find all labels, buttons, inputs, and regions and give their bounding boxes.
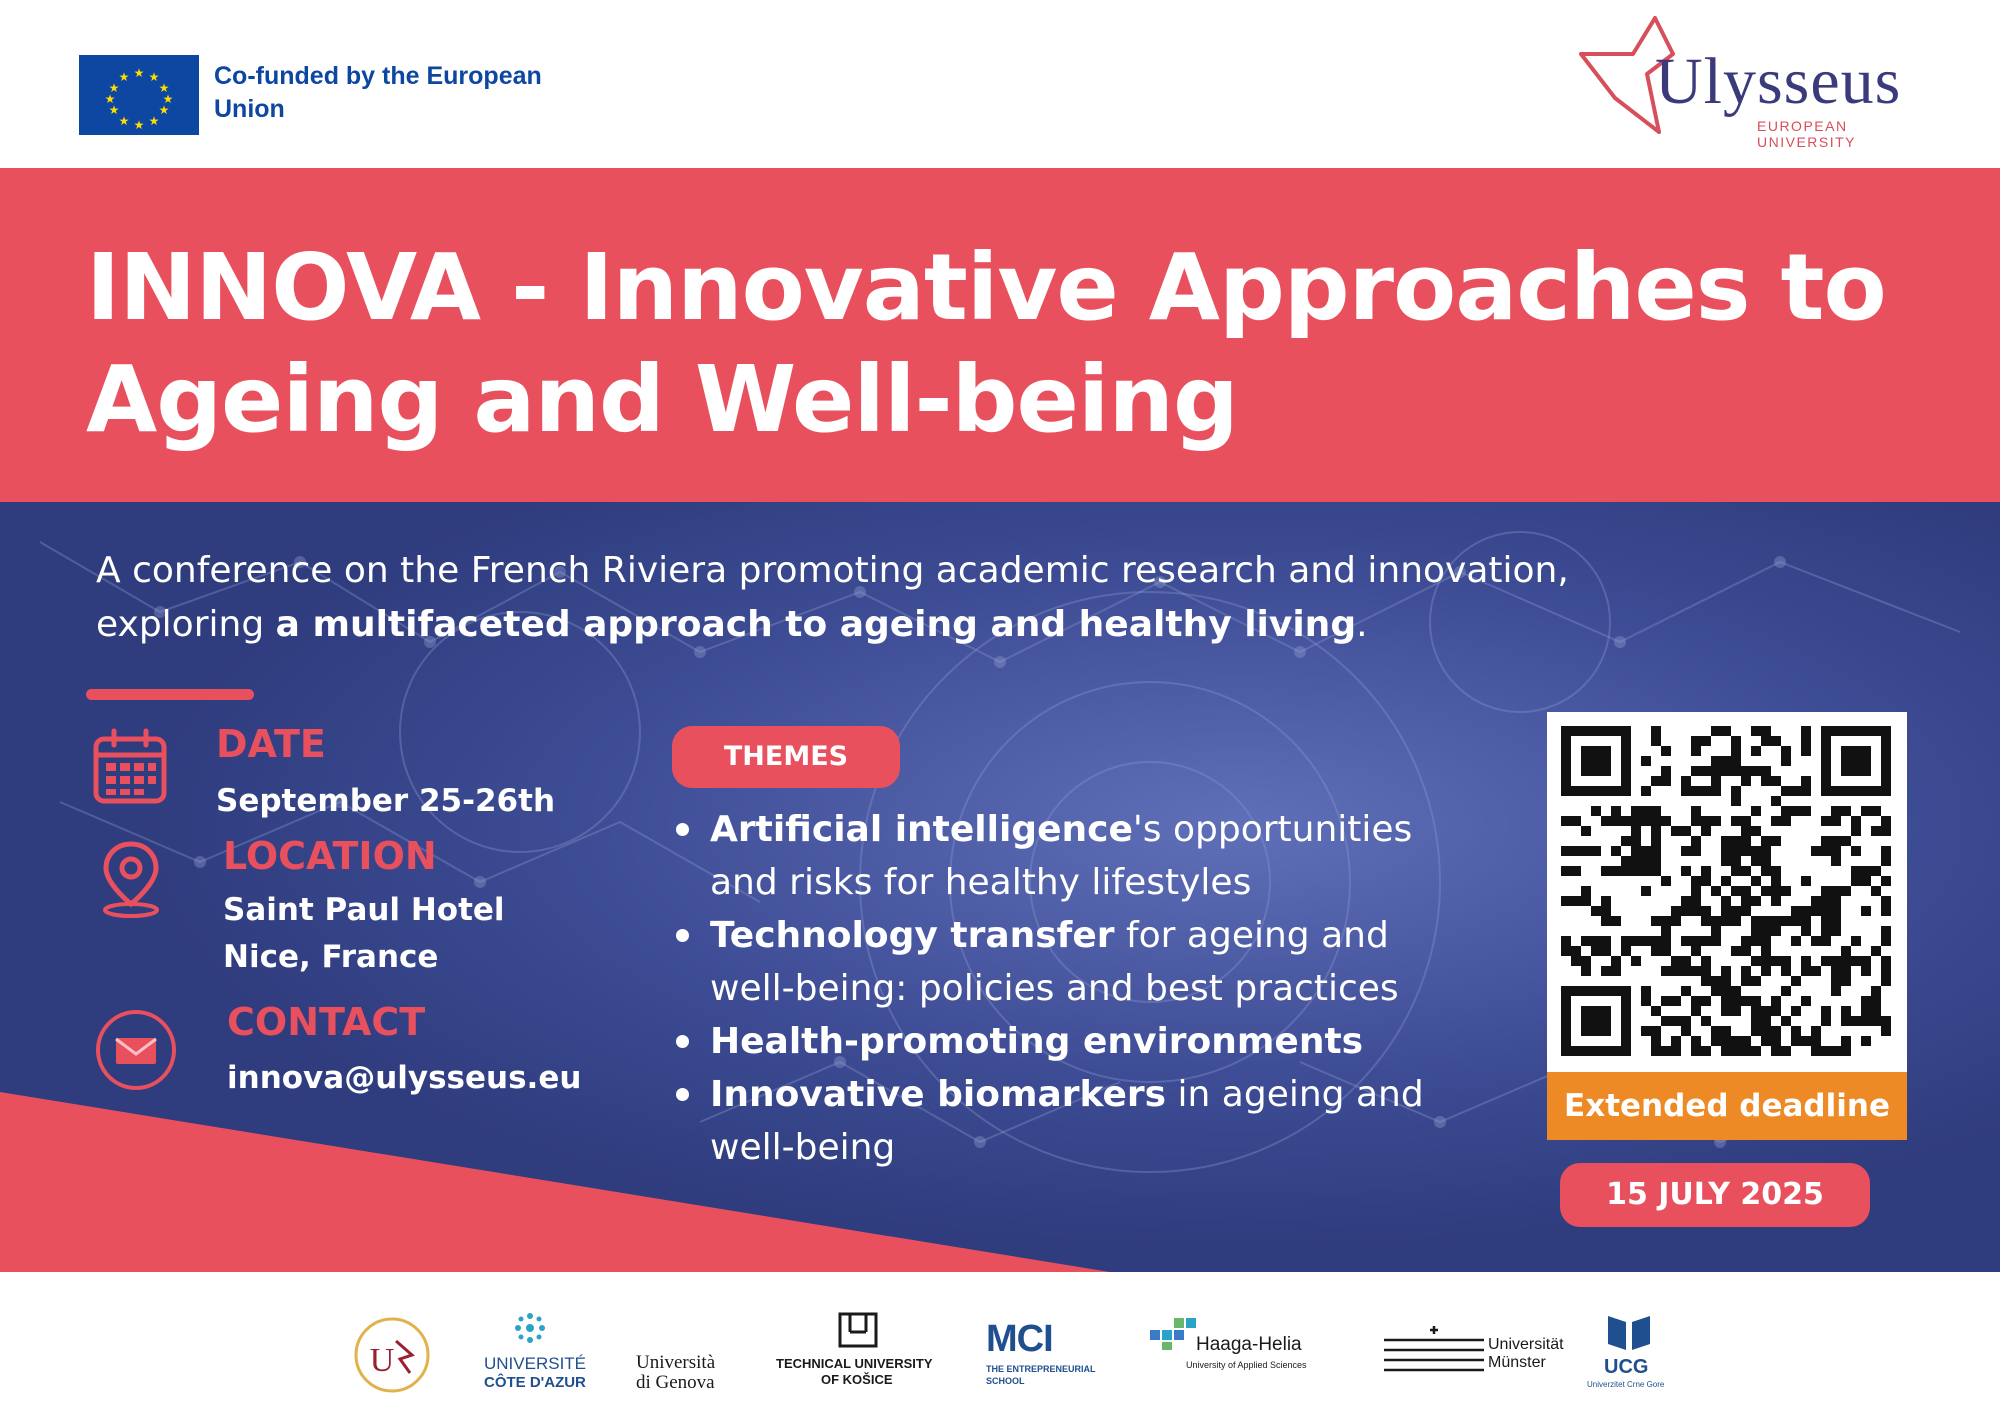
sevilla-seal-icon xyxy=(352,1315,432,1395)
svg-text:★: ★ xyxy=(162,92,174,106)
svg-text:U: U xyxy=(369,1342,395,1379)
partner-haaga-helia-logo xyxy=(1150,1316,1320,1396)
theme-item-text: 's opportunities and risks for healthy lifestyles xyxy=(710,809,1413,903)
contact-email[interactable]: innova@ulysseus.eu xyxy=(227,1060,582,1096)
theme-item-text: in ageing and well-being xyxy=(710,1074,1424,1168)
haaga-helia-squares-icon xyxy=(1150,1316,1202,1352)
partner-sevilla-name xyxy=(436,1317,437,1318)
deadline-label: Extended deadline xyxy=(1547,1072,1907,1140)
partners-footer xyxy=(0,1272,2000,1414)
location-line2: Nice, France xyxy=(223,939,439,975)
partner-ucg-logo xyxy=(1584,1312,1674,1402)
munster-line1: Universität xyxy=(1488,1336,1564,1353)
theme-item xyxy=(672,909,1472,1015)
mci-sub-line1: THE ENTREPRENEURIAL xyxy=(986,1364,1096,1374)
munster-line2: Münster xyxy=(1488,1354,1546,1371)
intro-bold: a multifaceted approach to ageing and healthy living xyxy=(275,604,1357,645)
intro-text xyxy=(96,544,1656,652)
qr-code-pattern xyxy=(1561,726,1893,1058)
qr-code[interactable] xyxy=(1547,712,1907,1072)
themes-badge: THEMES xyxy=(672,726,900,788)
svg-text:★: ★ xyxy=(104,92,116,106)
contact-label: CONTACT xyxy=(227,1000,426,1044)
email-icon xyxy=(94,1008,178,1096)
theme-item-bold: Artificial intelligence xyxy=(710,809,1133,850)
genova-line1: Università xyxy=(636,1352,716,1373)
ucg-line2: Univerzitet Crne Gore xyxy=(1587,1380,1665,1389)
svg-text:★: ★ xyxy=(108,103,120,117)
intro-end: . xyxy=(1356,604,1368,645)
svg-text:★: ★ xyxy=(148,114,160,128)
cote-azur-line2: CÔTE D'AZUR xyxy=(484,1374,586,1391)
ucg-book-icon xyxy=(1604,1312,1654,1352)
svg-text:★: ★ xyxy=(158,103,170,117)
header xyxy=(0,0,2000,168)
date-value: September 25-26th xyxy=(216,783,556,819)
intro-plain: A conference on the French Riviera promoting academic research and innovation, exploring xyxy=(96,550,1569,645)
themes-list xyxy=(672,803,1472,1174)
partner-munster-logo xyxy=(1384,1326,1574,1386)
partner-cote-azur-logo xyxy=(470,1308,600,1398)
theme-item-bold: Technology transfer xyxy=(710,915,1115,956)
partner-sevilla-logo xyxy=(352,1315,432,1395)
haaga-helia-line1: Haaga-Helia xyxy=(1196,1334,1302,1355)
ulysseus-logo xyxy=(1565,14,1925,150)
theme-item-text: for ageing and well-being: policies and best practices xyxy=(710,915,1399,1009)
eu-flag-icon xyxy=(79,55,199,135)
location-line1: Saint Paul Hotel xyxy=(223,892,505,928)
partner-genova-logo xyxy=(636,1352,746,1402)
qr-finder-pattern xyxy=(1566,991,1626,1051)
theme-item-bold: Health-promoting environments xyxy=(710,1021,1364,1062)
location-label: LOCATION xyxy=(223,834,437,878)
svg-text:★: ★ xyxy=(118,114,130,128)
deadline-date: 15 JULY 2025 xyxy=(1560,1163,1870,1227)
cote-azur-line1: UNIVERSITÉ xyxy=(484,1354,587,1373)
page-title: INNOVA - Innovative Approaches to Ageing and Well-being xyxy=(86,234,1886,453)
svg-text:★: ★ xyxy=(118,70,130,84)
svg-text:★: ★ xyxy=(108,81,120,95)
theme-item xyxy=(672,1015,1472,1068)
location-pin-icon xyxy=(96,838,166,922)
qr-finder-pattern xyxy=(1566,731,1626,791)
munster-lines-icon xyxy=(1384,1326,1484,1372)
ulysseus-name: Ulysseus xyxy=(1655,45,1902,118)
theme-item xyxy=(672,1068,1472,1174)
genova-line2: di Genova xyxy=(636,1372,715,1393)
partner-kosice-logo xyxy=(776,1310,946,1400)
mci-wordmark: MCI xyxy=(986,1318,1053,1360)
accent-divider xyxy=(86,689,254,700)
partner-mci-logo xyxy=(986,1318,1106,1398)
svg-text:★: ★ xyxy=(133,66,145,80)
cote-azur-dots-icon xyxy=(510,1308,550,1348)
ulysseus-subtitle: EUROPEAN UNIVERSITY xyxy=(1757,118,1857,150)
kosice-emblem-icon xyxy=(836,1310,880,1350)
ucg-line1: UCG xyxy=(1604,1356,1649,1378)
svg-text:★: ★ xyxy=(148,70,160,84)
haaga-helia-line2: University of Applied Sciences xyxy=(1186,1360,1307,1370)
mci-sub-line2: SCHOOL xyxy=(986,1376,1025,1386)
svg-text:★: ★ xyxy=(133,118,145,132)
theme-item-bold: Innovative biomarkers xyxy=(710,1074,1167,1115)
theme-item xyxy=(672,803,1472,909)
date-label: DATE xyxy=(216,722,326,766)
qr-finder-pattern xyxy=(1826,731,1886,791)
eu-funding-text: Co-funded by the European Union xyxy=(214,62,542,123)
calendar-icon xyxy=(90,727,170,811)
kosice-line1: TECHNICAL UNIVERSITY xyxy=(776,1356,933,1371)
kosice-line2: OF KOŠICE xyxy=(821,1372,893,1387)
svg-text:★: ★ xyxy=(158,81,170,95)
